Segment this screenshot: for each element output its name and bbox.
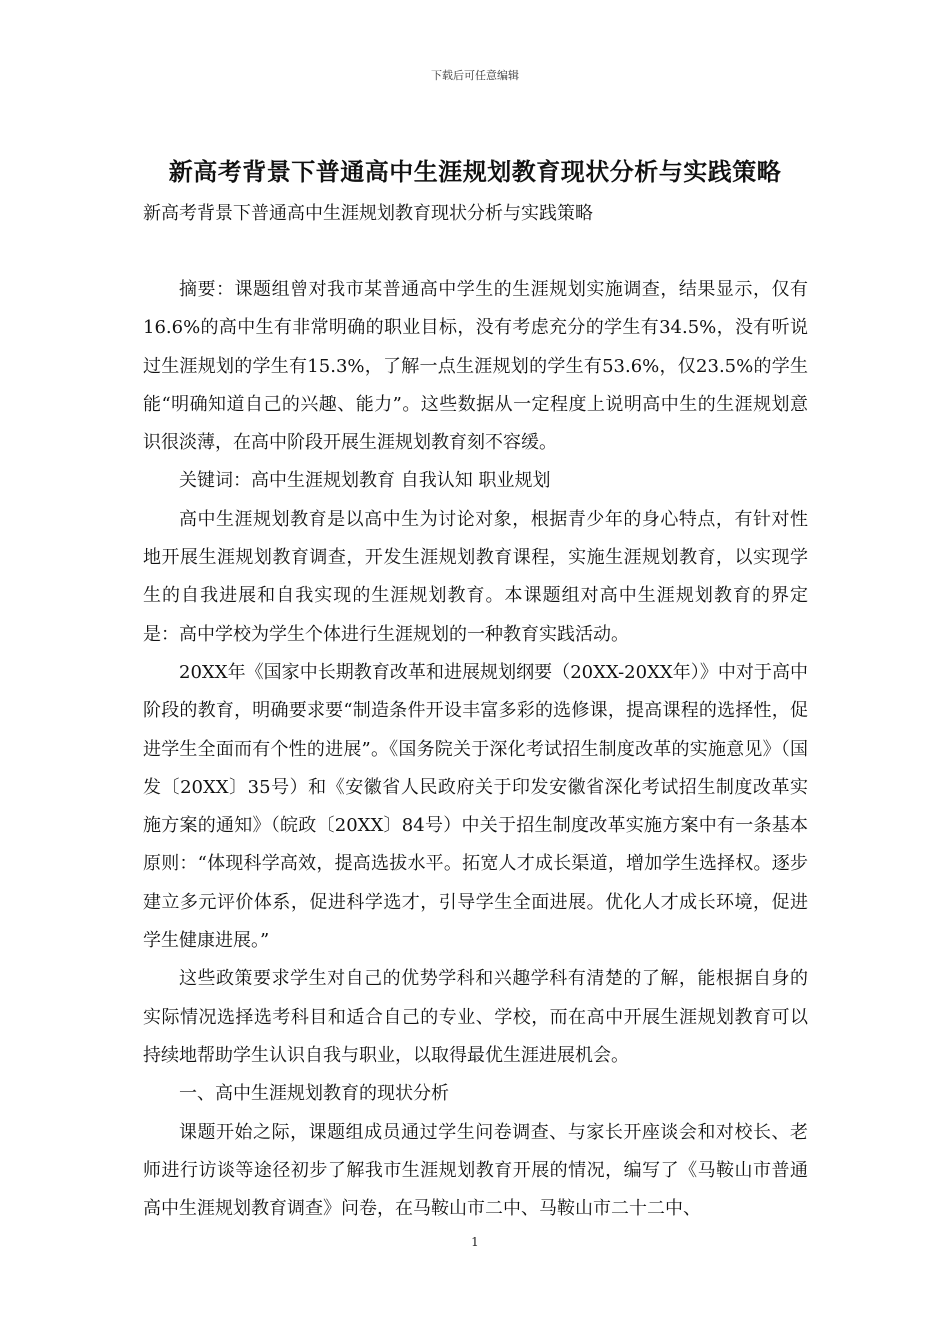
document-body bbox=[143, 271, 808, 1228]
page-number: 1 bbox=[471, 1235, 479, 1249]
paragraph-requirements: 这些政策要求学生对自己的优势学科和兴趣学科有清楚的了解，能根据自身的实际情况选择选考科目和适合自己的专业、学校，而在高中开展生涯规划教育可以持续地帮助学生认识自我与职业，以取得最优生涯进展机会。 bbox=[143, 968, 808, 1066]
section-heading-1: 一、高中生涯规划教育的现状分析 bbox=[179, 1083, 449, 1105]
page-header-note: 下载后可任意编辑 bbox=[431, 69, 519, 82]
paragraph-definition: 高中生涯规划教育是以高中生为讨论对象，根据青少年的身心特点，有针对性地开展生涯规划教育调查，开发生涯规划教育课程，实施生涯规划教育，以实现学生的自我进展和自我实现的生涯规划教育。本课题组对高中生涯规划教育的界定是：高中学校为学生个体进行生涯规划的一种教育实践活动。 bbox=[143, 508, 808, 645]
paragraph-policy: 20XX年《国家中长期教育改革和进展规划纲要（20XX-20XX年）》中对于高中阶段的教育，明确要求要“制造条件开设丰富多彩的选修课，提高课程的选择性，促进学生全面而有个性的进展”。《国务院关于深化考试招生制度改革的实施意见》（国发〔20XX〕35号）和《安徽省人民政府关于印发安徽省深化考试招生制度改革实施方案的通知》（皖政〔20XX〕84号）中关于招生制度改革实施方案中有一条基本原则：“体现科学高效，提高选拔水平。拓宽人才成长渠道，增加学生选择权。逐步建立多元评价体系，促进科学选才，引导学生全面进展。优化人才成长环境，促进学生健康进展。” bbox=[143, 661, 808, 952]
document-title: 新高考背景下普通高中生涯规划教育现状分析与实践策略 bbox=[168, 157, 782, 186]
paragraph-keywords: 关键词：高中生涯规划教育 自我认知 职业规划 bbox=[179, 470, 551, 492]
document-subtitle: 新高考背景下普通高中生涯规划教育现状分析与实践策略 bbox=[143, 203, 593, 224]
paragraph-abstract: 摘要：课题组曾对我市某普通高中学生的生涯规划实施调查，结果显示，仅有16.6%的高中生有非常明确的职业目标，没有考虑充分的学生有34.5%，没有听说过生涯规划的学生有15.3%，了解一点生涯规划的学生有53.6%，仅23.5%的学生能“明确知道自己的兴趣、能力”。这些数据从一定程度上说明高中生的生涯规划意识很淡薄，在高中阶段开展生涯规划教育刻不容缓。 bbox=[143, 279, 808, 454]
paragraph-survey: 课题开始之际，课题组成员通过学生问卷调查、与家长开座谈会和对校长、老师进行访谈等途径初步了解我市生涯规划教育开展的情况，编写了《马鞍山市普通高中生涯规划教育调查》问卷，在马鞍山市二中、马鞍山市二十二中、 bbox=[143, 1121, 808, 1220]
